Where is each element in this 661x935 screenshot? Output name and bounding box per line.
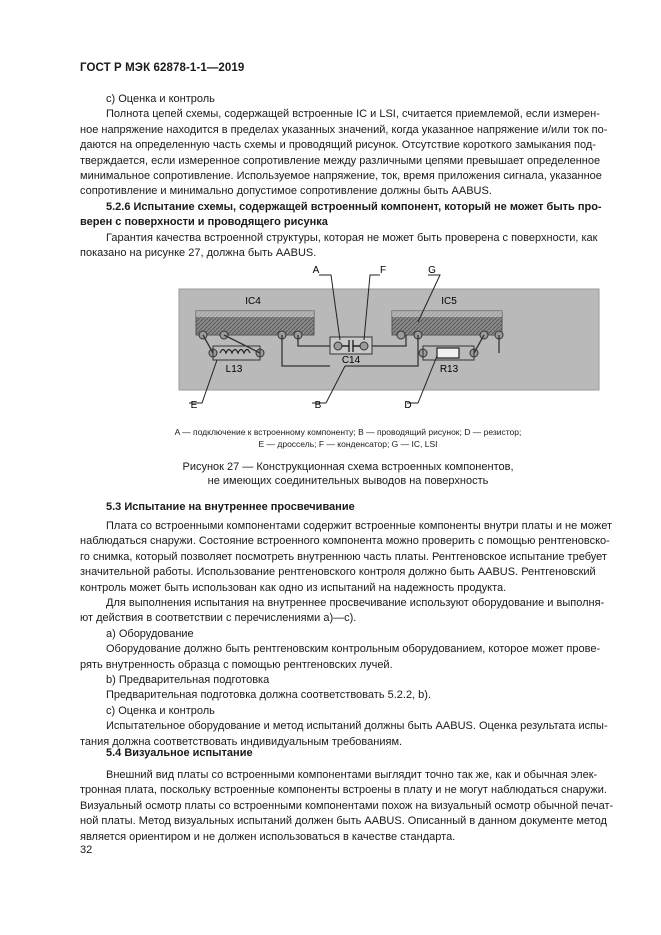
item-c-title: c) Оценка и контроль	[106, 704, 215, 717]
figure-legend	[80, 426, 616, 450]
section-c-evaluation	[80, 92, 616, 200]
section-c-line: даются на определенную часть схемы и проводящий рисунок. Отсутствие короткого замыкания под-	[80, 139, 596, 152]
callout-b: B	[314, 400, 322, 411]
callout-f: F	[379, 265, 387, 276]
legend-line: E — дроссель; F — конденсатор; G — IC, LSI	[258, 439, 438, 449]
section-c-line: тверждается, если измеренное сопротивление между различными цепями превышает определенное	[80, 154, 601, 167]
item-c-body: Испытательное оборудование и метод испытаний должны быть AABUS. Оценка результата испы-	[106, 720, 608, 733]
figure-27-diagram	[0, 262, 661, 412]
paragraph-line: го снимка, который позволяет посмотреть внутреннюю часть платы. Рентгеновское испытание требует	[80, 550, 607, 563]
section-5-2-6-body: показано на рисунке 27, должна быть AABUS.	[80, 247, 317, 260]
callout-d: D	[404, 400, 412, 411]
callout-g: G	[428, 265, 436, 276]
section-c-line: минимальное сопротивление. Используемое напряжение, ток, время приложения сигнала, указанное	[80, 170, 602, 183]
ic5-label: IC5	[441, 296, 457, 307]
l13-label: L13	[225, 364, 243, 375]
section-5-3-body	[80, 519, 616, 750]
item-b-body: Предварительная подготовка должна соответствовать 5.2.2, b).	[106, 689, 432, 702]
section-5-4	[80, 746, 616, 761]
section-c-line: сопротивление и минимально допустимое сопротивление должны быть AABUS.	[80, 185, 492, 198]
caption-line: Рисунок 27 — Конструкционная схема встроенных компонентов,	[182, 461, 514, 473]
section-5-4-title: 5.4 Визуальное испытание	[106, 747, 253, 759]
resistor-r13-body	[437, 348, 459, 358]
item-a-body: Оборудование должно быть рентгеновским контрольным оборудованием, которое может прове-	[106, 643, 601, 656]
paragraph-line: ной платы. Метод визуальных испытаний должен быть AABUS. Описанный в данном документе метод	[80, 815, 607, 828]
item-a-title: a) Оборудование	[106, 627, 194, 640]
paragraph-line: Внешний вид платы со встроенными компонентами выглядит точно так же, как и обычная элек-	[106, 769, 598, 781]
c14-label: C14	[341, 355, 361, 366]
figure-caption	[80, 460, 616, 488]
section-c-line: ное напряжение находится в пределах указанных значений, когда указанное напряжение и/или ток по-	[80, 123, 608, 136]
section-5-2-6	[80, 200, 616, 262]
caption-line: не имеющих соединительных выводов на поверхность	[207, 475, 489, 487]
section-5-3	[80, 500, 616, 515]
section-5-2-6-title: 5.2.6 Испытание схемы, содержащей встроенный компонент, который не может быть про-	[106, 201, 602, 213]
paragraph-line: Для выполнения испытания на внутреннее просвечивание используют оборудование и выполня-	[106, 597, 605, 610]
paragraph-line: Визуальный осмотр платы со встроенными компонентами похож на визуальный осмотр обычной печат-	[80, 799, 614, 812]
paragraph-line: является ориентиром и не должен использоваться в качестве стандарта.	[80, 830, 456, 843]
section-5-2-6-title-cont: верен с поверхности и проводящего рисунка	[80, 216, 328, 229]
paragraph-line: Плата со встроенными компонентами содержит встроенные компоненты внутри платы и не может	[106, 520, 612, 532]
paragraph-line: значительной работы. Использование рентгеновского контроля должно быть AABUS. Рентгеновский	[80, 566, 596, 579]
paragraph-line: тронная плата, поскольку встроенные компоненты встроены в плату и не могут наблюдаться снаружи.	[80, 784, 607, 797]
section-c-title: c) Оценка и контроль	[106, 93, 215, 105]
section-5-4-body	[80, 768, 616, 845]
section-5-2-6-body: Гарантия качества встроенной структуры, которая не может быть проверена с поверхности, как	[106, 231, 598, 244]
paragraph-line: ют действия в соответствии с перечислениями a)—c).	[80, 612, 357, 625]
item-a-body: рять внутренность образца с помощью рентгеновских лучей.	[80, 658, 393, 671]
section-5-3-title: 5.3 Испытание на внутреннее просвечивание	[106, 501, 355, 513]
callout-e: E	[190, 400, 198, 411]
paragraph-line: контроль может быть использован как одно из испытаний на надежность продукта.	[80, 581, 507, 594]
legend-line: A — подключение к встроенному компоненту; B — проводящий рисунок; D — резистор;	[174, 427, 522, 437]
paragraph-line: наблюдаться снаружи. Состояние встроенного компонента можно проверить с помощью рентгеновско-	[80, 535, 610, 548]
ic4-label: IC4	[245, 296, 261, 307]
item-c-body: тания должна соответствовать индивидуальным требованиям.	[80, 735, 403, 748]
callout-a: A	[312, 265, 320, 276]
document-header: ГОСТ Р МЭК 62878-1-1—2019	[80, 62, 245, 74]
section-c-line: Полнота цепей схемы, содержащей встроенные IC и LSI, считается приемлемой, если измерен-	[106, 108, 600, 121]
r13-label: R13	[439, 364, 459, 375]
item-b-title: b) Предварительная подготовка	[106, 674, 270, 687]
page-number: 32	[80, 844, 93, 856]
